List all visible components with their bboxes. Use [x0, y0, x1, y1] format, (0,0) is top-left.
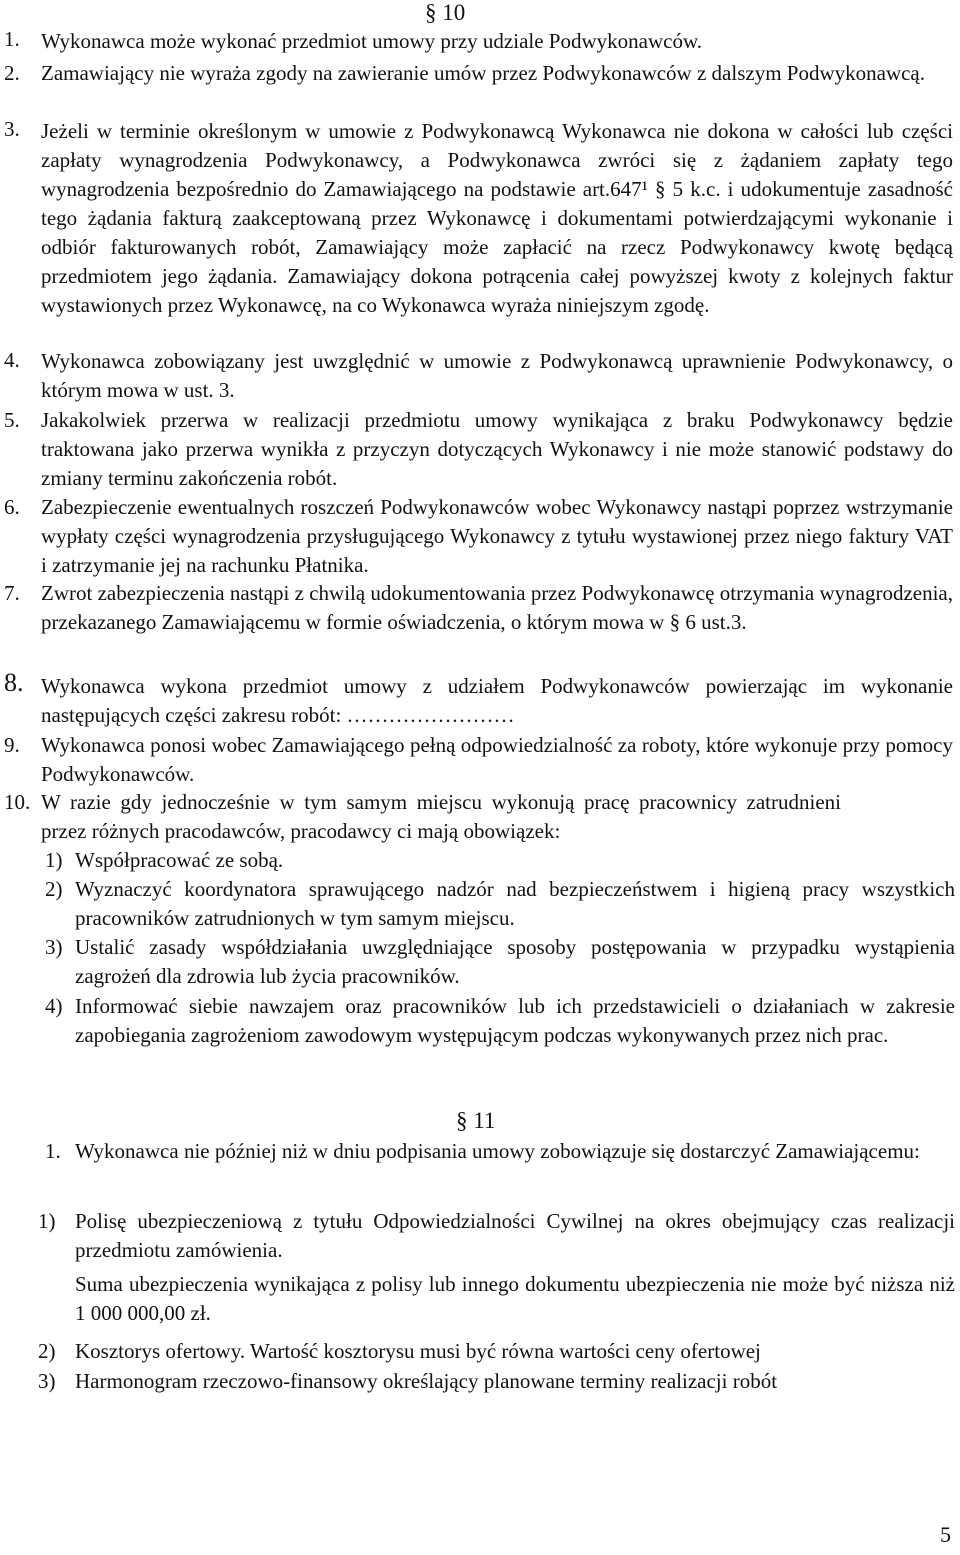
item-number: 10.	[4, 790, 31, 814]
section-11-heading: § 11	[456, 1108, 496, 1133]
item-text: Jakakolwiek przerwa w realizacji przedmiotu umowy wynikająca z braku Podwykonawcy będzie traktowana jako przerwa wynikła z przyczyn dotyczących Wykonawcy i nie może stanowić podstawy do zmiany terminu zakończenia robót.	[41, 408, 953, 490]
item-text: Zamawiający nie wyraża zgody na zawieranie umów przez Podwykonawców z dalszym Podwykonawcą.	[41, 61, 925, 85]
subitem-text: Wyznaczyć koordynatora sprawującego nadzór nad bezpieczeństwem i higieną pracy wszystkich pracowników zatrudnionych w tym samym miejscu.	[75, 877, 955, 930]
item-text: Zabezpieczenie ewentualnych roszczeń Podwykonawców wobec Wykonawcy nastąpi poprzez wstrzymanie wypłaty części wynagrodzenia przysługującego Wykonawcy z tytułu wystawionej przez niego faktury VAT i zatrzymanie jej na rachunku Płatnika.	[41, 495, 953, 577]
subitem-text: Współpracować ze sobą.	[75, 848, 284, 872]
subitem-number: 3)	[38, 1369, 56, 1393]
page-number: 5	[940, 1522, 951, 1547]
item-number: 8.	[4, 668, 24, 697]
item-number: 7.	[4, 581, 20, 605]
item-number: 3.	[4, 117, 20, 141]
subitem-number: 1)	[45, 848, 63, 872]
item-number: 2.	[4, 61, 20, 85]
subitem-number: 4)	[45, 994, 63, 1018]
section-10-heading: § 10	[425, 0, 466, 25]
item-text: Wykonawca zobowiązany jest uwzględnić w umowie z Podwykonawcą uprawnienie Podwykonawcy, o którym mowa w ust. 3.	[41, 349, 953, 402]
item-text: Wykonawca nie później niż w dniu podpisania umowy zobowiązuje się dostarczyć Zamawiającemu:	[75, 1139, 920, 1163]
item-number: 1.	[45, 1139, 61, 1163]
item-text: Wykonawca może wykonać przedmiot umowy przy udziale Podwykonawców.	[41, 29, 703, 53]
subitem-number: 2)	[38, 1339, 56, 1363]
item-number: 5.	[4, 408, 20, 432]
subitem-text: Informować siebie nawzajem oraz pracowników lub ich przedstawicieli o działaniach w zakresie zapobiegania zagrożeniom zawodowym występującym podczas wykonywanych przez nich prac.	[75, 994, 955, 1047]
item-number: 6.	[4, 495, 20, 519]
subitem-text: Harmonogram rzeczowo-finansowy określający planowane terminy realizacji robót	[75, 1369, 778, 1393]
item-text: Wykonawca ponosi wobec Zamawiającego pełną odpowiedzialność za roboty, które wykonuje przy pomocy Podwykonawców.	[41, 733, 953, 786]
subitem-text: Kosztorys ofertowy. Wartość kosztorysu musi być równa wartości ceny ofertowej	[75, 1339, 761, 1363]
subitem-text: Suma ubezpieczenia wynikająca z polisy lub innego dokumentu ubezpieczenia nie może być niższa niż 1 000 000,00 zł.	[75, 1272, 955, 1325]
item-text: Wykonawca wykona przedmiot umowy z udziałem Podwykonawców powierzając im wykonanie następujących części zakresu robót: ……………………	[41, 674, 953, 727]
subitem-number: 1)	[38, 1209, 56, 1233]
item-text: W razie gdy jednocześnie w tym samym miejscu wykonują pracę pracownicy zatrudnieni przez różnych pracodawców, pracodawcy ci mają obowiązek:	[41, 790, 841, 843]
subitem-text: Ustalić zasady współdziałania uwzględniające sposoby postępowania w przypadku wystąpienia zagrożeń dla zdrowia lub życia pracowników.	[75, 935, 955, 988]
subitem-number: 3)	[45, 935, 63, 959]
item-number: 4.	[4, 348, 20, 372]
item-number: 9.	[4, 733, 20, 757]
item-number: 1.	[4, 27, 20, 51]
item-text: Zwrot zabezpieczenia nastąpi z chwilą udokumentowania przez Podwykonawcę otrzymania wynagrodzenia, przekazanego Zamawiającemu w formie oświadczenia, o którym mowa w § 6 ust.3.	[41, 581, 953, 634]
item-text: Jeżeli w terminie określonym w umowie z Podwykonawcą Wykonawca nie dokona w całości lub części zapłaty wynagrodzenia Podwykonawcy, a Podwykonawca zwróci się z żądaniem zapłaty tego wynagrodzenia bezpośrednio do Zamawiającego na podstawie art.647¹ § 5 k.c. i udokumentuje zasadność tego żądania fakturą zaakceptowaną przez Wykonawcę i dokumentami potwierdzającymi wykonanie i odbiór fakturowanych robót, Zamawiający może zapłacić na rzecz Podwykonawcy kwotę będącą przedmiotem jego żądania. Zamawiający dokona potrącenia całej powyższej kwoty z kolejnych faktur wystawionych przez Wykonawcę, na co Wykonawca wyraża niniejszym zgodę.	[41, 119, 953, 317]
subitem-number: 2)	[45, 877, 63, 901]
subitem-text: Polisę ubezpieczeniową z tytułu Odpowiedzialności Cywilnej na okres obejmujący czas realizacji przedmiotu zamówienia.	[75, 1209, 955, 1262]
